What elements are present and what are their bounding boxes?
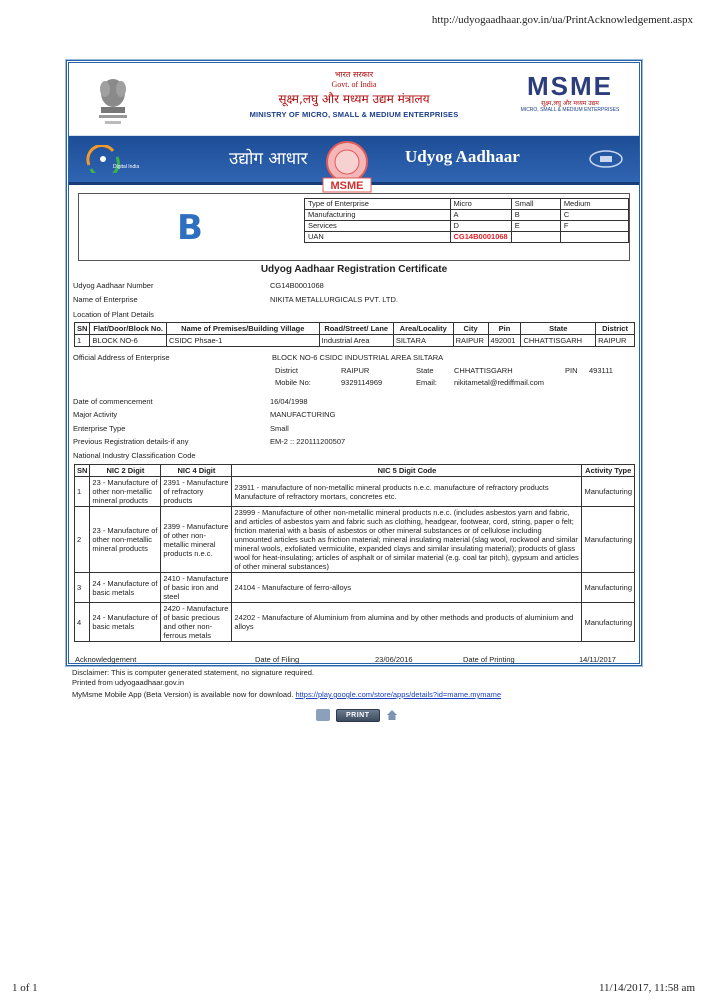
official-address-line: BLOCK NO-6 CSIDC INDUSTRIAL AREA SILTARA [272,353,444,362]
official-pin: 493111 [589,366,613,375]
banner-title-hindi: उद्योग आधार [229,149,308,169]
ministry-header [69,63,639,136]
plant-details-table [74,322,635,347]
corner-emblem-icon [587,148,625,170]
seal-text: MSME [330,180,364,192]
official-email: nikitametal@rediffmail.com [454,378,545,387]
page-counter: 1 of 1 [12,982,38,994]
banner-title-english: Udyog Aadhaar [405,147,520,166]
uan-value: CG14B0001068 [450,232,511,243]
enterprise-category-box [78,193,630,261]
enterprise-type-table [304,198,629,243]
print-toolbar [316,708,398,722]
date-of-commencement: 16/04/1998 [270,397,308,406]
enterprise-name: NIKITA METALLURGICALS PVT. LTD. [270,295,398,304]
table-header-row: SN Flat/Door/Block No. Name of Premises/Building Village Road/Street/ Lane Area/Locality City Pin State District [75,323,635,335]
mobile-app-notice: MyMsme Mobile App (Beta Version) is available now for download. https://play.google.com/store/apps/details?id=mame.mymame [72,690,502,699]
official-district: RAIPUR [341,366,370,375]
print-timestamp: 11/14/2017, 11:58 am [598,982,695,994]
enterprise-type: Small [270,424,289,433]
printing-date: 14/11/2017 [579,655,616,664]
home-icon[interactable] [386,709,398,721]
msme-logo [515,73,625,113]
msme-sub-hindi: सूक्ष्म,लघु और मध्यम उद्यम [541,100,599,107]
udyog-aadhaar-number: CG14B0001068 [270,281,324,290]
table-row: 3 24 - Manufacture of basic metals 2410 - Manufacture of basic iron and steel 24104 - Manufacture of ferro-alloys Manufacturing [75,573,635,603]
table-row: 2 23 - Manufacture of other non-metallic mineral products 2399 - Manufacture of other non-metallic mineral products n.e.c. 23999 - Manufacture of other non-metallic mineral products n.e.c. (includes asbestos yarn and fabric, and articles of asbestos yarn and fabric such as clothing, headgear, footwear, cord, string, paper o felt; friction material with a basis of asbestos or other mineral substances or of cellulose including unmounted articles such as friction material; mineral insulating material (slag wool, rockwool and similar mineral wools, exfoliated vermiculite, expanded clays and similar insulating material); products of glass wool for heat-insulating; articles of asphalt or of similar material (e.g. coal tar pitch), gypsum and articles of other mineral substances) Manufacturing [75,507,635,573]
ministry-english: MINISTRY OF MICRO, SMALL & MEDIUM ENTERPRISES [249,110,459,119]
msme-sub-english: MICRO, SMALL & MEDIUM ENTERPRISES [520,107,620,113]
ministry-hindi: सूक्ष्म,लघु और मध्यम उद्यम मंत्रालय [278,92,430,106]
print-url: http://udyogaadhaar.gov.in/ua/PrintAcknowledgement.aspx [431,14,693,26]
table-row: Type of Enterprise Micro Small Medium [305,199,629,210]
table-row [305,232,629,243]
table-row: Services D E F [305,221,629,232]
major-activity: MANUFACTURING [270,410,336,419]
official-mobile: 9329114969 [341,378,383,387]
digital-india-label: Digital India [113,164,140,170]
official-state: CHHATTISGARH [454,366,513,375]
filing-date: 23/06/2016 [375,655,413,664]
nic-table [74,464,635,642]
table-row: 4 24 - Manufacture of basic metals 2420 - Manufacture of basic precious and other non-ferrous metals 24202 - Manufacture of Aluminium from alumina and by other methods and products of aluminium and alloys Manufacturing [75,603,635,642]
print-button[interactable]: PRINT [336,709,380,722]
disclaimer: Disclaimer: This is computer generated statement, no signature required. Printed from udyogaadhaar.gov.in [72,668,315,687]
previous-registration: EM-2 :: 220111200507 [270,437,346,446]
certificate-title: Udyog Aadhaar Registration Certificate [260,264,448,275]
table-header-row: SN NIC 2 Digit NIC 4 Digit NIC 5 Digit Code Activity Type [75,465,635,477]
udyog-aadhaar-banner [69,136,639,192]
udyog-aadhaar-seal-icon [317,138,377,194]
mobile-app-link[interactable]: https://play.google.com/store/apps/details?id=mame.mymame [295,690,502,699]
certificate: भारत सरकार Govt. of India सूक्ष्म,लघु और मध्यम उद्यम मंत्रालय MINISTRY OF MICRO, SMALL & MEDIUM ENTERPRISES MSME सूक्ष्म,लघु और मध्यम उद्यम MICRO, SMALL & MEDIUM ENTERPRISES Digital India उद्योग आधार MSME Udyog Aadhaar B Type of Enterprise Micro Small Medium Manufacturing A B C Services D E F UAN CG14B0001068 Udyog Aadhaar Registration Certificate Udyog Aadhaar Number CG14B0001068 Name of Enterprise NIKITA METALLURGICALS PVT. LTD. Location of Plant Details SN Flat/Door/Block No. Name of Premises/Building Village Road/Street/ Lane Area/Locality City Pin State District 1 BLOCK NO-6 CSIDC Phsae-1 Industrial Area SILTARA RAIPUR 492001 CHHATTISGARH RAIPUR Official Address of Enterprise BLOCK NO-6 CSIDC INDUSTRIAL AREA SILTARA District RAIPUR State CHHATTISGARH PIN 493111 Mobile No: 9329114969 Email: nikitametal@rediffmail.com Date of commencement 16/04/1998 Major Activity MANUFACTURING Enterprise Type Small Previous Registration details-if any EM-2 :: 220111200507 National Industry Classification Code SN NIC 2 Digit NIC 4 Digit NIC 5 Digit Code Activity Type 1 23 - Manufacture of other non-metallic mineral products 2391 - Manufacture of refractory products 23911 - manufacture of non-metallic mineral products n.e.c. manufacture of refractory products Manufacture of refractory mortars, concretes etc. Manufacturing 2 23 - Manufacture of other non-metallic mineral products 2399 - Manufacture of other non-metallic mineral products n.e.c. 23999 - Manufacture of other non-metallic mineral products n.e.c. (includes asbestos yarn and fabric, and articles of asbestos yarn and fabric such as clothing, headgear, footwear, cord, string, paper o felt; friction material with a basis of asbestos or other mineral substances or of cellulose including unmounted articles such as friction material; mineral insulating material (slag wool, rockwool and similar mineral wools, exfoliated vermiculite, expanded clays and similar insulating material); products of glass wool for heat-insulating; articles of asphalt or of similar material (e.g. coal tar pitch), gypsum and articles of other mineral substances) Manufacturing 3 24 - Manufacture of basic metals 2410 - Manufacture of basic iron and steel 24104 - Manufacture of ferro-alloys Manufacturing 4 24 - Manufacture of basic metals 2420 - Manufacture of basic precious and other non-ferrous metals 24202 - Manufacture of Aluminium from alumina and by other methods and products of aluminium and alloys Manufacturing Acknowledgement Date of Filing 23/06/2016 Date of Printing 14/11/2017 [66,60,642,666]
table-row: 1 BLOCK NO-6 CSIDC Phsae-1 Industrial Area SILTARA RAIPUR 492001 CHHATTISGARH RAIPUR [75,335,635,347]
table-row: 1 23 - Manufacture of other non-metallic mineral products 2391 - Manufacture of refractory products 23911 - manufacture of non-metallic mineral products n.e.c. manufacture of refractory products Manufacture of refractory mortars, concretes etc. Manufacturing [75,477,635,507]
table-row: Manufacturing A B C [305,210,629,221]
msme-logo-text: MSME [527,71,613,101]
category-letter: B [177,208,203,248]
printer-icon[interactable] [316,709,330,721]
govt-hindi: भारत सरकार [334,70,374,79]
acknowledgement-label: Acknowledgement [75,655,137,664]
uan-label: UAN [305,232,451,243]
govt-english: Govt. of India [331,80,377,89]
